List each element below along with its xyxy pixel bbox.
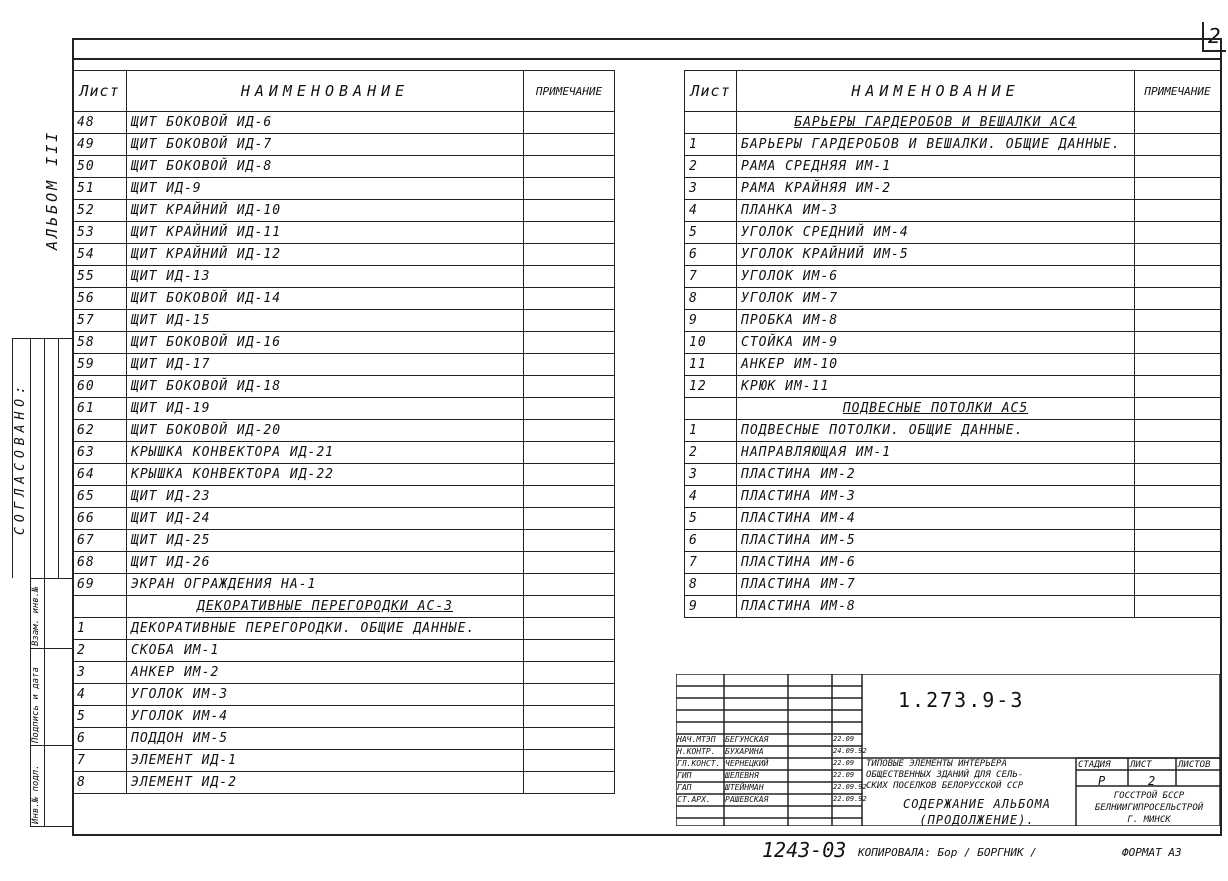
- left-contents-table: [72, 70, 615, 794]
- right-item-note: [1135, 596, 1221, 618]
- left-item-note: [524, 332, 615, 354]
- stamp-person-name: ЧЕРНЕЦКИЙ: [725, 759, 769, 768]
- left-row: [73, 684, 615, 706]
- page-number: 2: [1208, 24, 1221, 48]
- stamp-person-date: 22.09.92: [833, 783, 867, 791]
- right-item-note: [1135, 420, 1221, 442]
- right-row: [685, 552, 1221, 574]
- left-row: [73, 662, 615, 684]
- right-item-note: [1135, 200, 1221, 222]
- vzam-inv-label: Взам. инв.№: [31, 586, 41, 646]
- right-row: [685, 156, 1221, 178]
- left-item-note: [524, 530, 615, 552]
- left-item-name: ЩИТ БОКОВОЙ ИД-16: [127, 332, 524, 354]
- left-item-name: ЩИТ БОКОВОЙ ИД-18: [127, 376, 524, 398]
- left-item-note: [524, 618, 615, 640]
- left-item-name: ЩИТ ИД-9: [127, 178, 524, 200]
- right-sheet-number: 7: [685, 552, 737, 574]
- right-item-note: [1135, 266, 1221, 288]
- left-sheet-number: 50: [73, 156, 127, 178]
- stamp-person-name: РАШЕВСКАЯ: [725, 795, 769, 804]
- right-row: [685, 420, 1221, 442]
- right-row: [685, 596, 1221, 618]
- left-row: [73, 134, 615, 156]
- inventory-number: 1243-03: [762, 838, 847, 862]
- left-item-note: [524, 772, 615, 794]
- stamp-side-bottom: [30, 826, 72, 827]
- right-sheet-number: 6: [685, 530, 737, 552]
- right-item-note: [1135, 398, 1221, 420]
- right-sheet-number: 3: [685, 178, 737, 200]
- right-item-note: [1135, 112, 1221, 134]
- left-item-name: СКОБА ИМ-1: [127, 640, 524, 662]
- left-sheet-number: 56: [73, 288, 127, 310]
- sheets-label: ЛИСТОВ: [1178, 760, 1211, 770]
- right-item-note: [1135, 178, 1221, 200]
- left-item-note: [524, 376, 615, 398]
- left-row: [73, 354, 615, 376]
- right-row: [685, 134, 1221, 156]
- inv-podl-label: Инв.№ подл.: [31, 764, 41, 824]
- right-row: [685, 266, 1221, 288]
- left-row: [73, 310, 615, 332]
- left-row: [73, 486, 615, 508]
- stamp-person-name: БЕГУНСКАЯ: [725, 735, 769, 744]
- left-row: [73, 772, 615, 794]
- left-item-name: КРЫШКА КОНВЕКТОРА ИД-21: [127, 442, 524, 464]
- left-item-note: [524, 662, 615, 684]
- left-row: [73, 112, 615, 134]
- left-item-note: [524, 222, 615, 244]
- right-section-title: ПОДВЕСНЫЕ ПОТОЛКИ АС5: [737, 398, 1135, 420]
- org-line: ГОССТРОЙ БССР: [1113, 791, 1185, 801]
- left-row: [73, 530, 615, 552]
- left-item-name: ЩИТ КРАЙНИЙ ИД-12: [127, 244, 524, 266]
- frame-top-band: [72, 58, 1222, 60]
- right-sheet-number: 9: [685, 596, 737, 618]
- left-item-note: [524, 508, 615, 530]
- left-item-name: ЩИТ БОКОВОЙ ИД-7: [127, 134, 524, 156]
- right-item-name: КРЮК ИМ-11: [737, 376, 1135, 398]
- sheet-label: ЛИСТ: [1130, 760, 1152, 770]
- stage-value: Р: [1098, 774, 1106, 788]
- left-item-name: ЩИТ ИД-25: [127, 530, 524, 552]
- right-item-note: [1135, 332, 1221, 354]
- left-sheet-number: 5: [73, 706, 127, 728]
- right-row: [685, 530, 1221, 552]
- right-row: [685, 442, 1221, 464]
- left-sheet-number: 63: [73, 442, 127, 464]
- right-row: [685, 288, 1221, 310]
- right-item-name: ПЛАСТИНА ИМ-3: [737, 486, 1135, 508]
- right-item-name: УГОЛОК КРАЙНИЙ ИМ-5: [737, 244, 1135, 266]
- right-sheet-number: 2: [685, 442, 737, 464]
- left-item-name: ЩИТ ИД-15: [127, 310, 524, 332]
- right-item-note: [1135, 244, 1221, 266]
- left-row: [73, 156, 615, 178]
- right-item-name: НАПРАВЛЯЮЩАЯ ИМ-1: [737, 442, 1135, 464]
- left-sheet-number: 61: [73, 398, 127, 420]
- left-item-name: ЩИТ ИД-19: [127, 398, 524, 420]
- left-item-name: УГОЛОК ИМ-3: [127, 684, 524, 706]
- doc-title-line: СОДЕРЖАНИЕ АЛЬБОМА: [902, 797, 1052, 811]
- left-section-title: ДЕКОРАТИВНЫЕ ПЕРЕГОРОДКИ АС-3: [127, 596, 524, 618]
- right-sheet-number: 8: [685, 574, 737, 596]
- left-item-note: [524, 266, 615, 288]
- right-item-name: ПЛАСТИНА ИМ-4: [737, 508, 1135, 530]
- right-item-name: ПЛАСТИНА ИМ-8: [737, 596, 1135, 618]
- left-item-note: [524, 464, 615, 486]
- left-sheet-number: 65: [73, 486, 127, 508]
- left-sheet-number: 67: [73, 530, 127, 552]
- left-sheet-number: 64: [73, 464, 127, 486]
- left-item-note: [524, 750, 615, 772]
- stamp-person-date: 22.09: [833, 735, 855, 743]
- left-sheet-number: 6: [73, 728, 127, 750]
- left-row: [73, 728, 615, 750]
- right-item-note: [1135, 156, 1221, 178]
- stamp-person-role: Н.КОНТР.: [677, 747, 716, 756]
- left-row: [73, 750, 615, 772]
- right-item-name: РАМА СРЕДНЯЯ ИМ-1: [737, 156, 1135, 178]
- right-item-name: ПЛАСТИНА ИМ-2: [737, 464, 1135, 486]
- left-item-note: [524, 596, 615, 618]
- right-sheet-number: 5: [685, 222, 737, 244]
- right-item-name: ПЛАСТИНА ИМ-5: [737, 530, 1135, 552]
- right-sheet-number: 3: [685, 464, 737, 486]
- right-row: [685, 244, 1221, 266]
- soglas-col1: [30, 338, 31, 578]
- stamp-person-role: ГИП: [677, 771, 692, 780]
- right-sheet-number: 4: [685, 486, 737, 508]
- left-item-note: [524, 442, 615, 464]
- stamp-side-col2: [44, 578, 45, 826]
- left-item-note: [524, 640, 615, 662]
- stamp-person-name: ШЕЛЕВНЯ: [725, 771, 759, 780]
- right-item-name: УГОЛОК ИМ-7: [737, 288, 1135, 310]
- right-header-sheet: Лист: [685, 71, 737, 112]
- left-row: [73, 596, 615, 618]
- left-item-name: ЩИТ БОКОВОЙ ИД-14: [127, 288, 524, 310]
- album-label: АЛЬБОМ III: [43, 129, 61, 250]
- left-sheet-number: 59: [73, 354, 127, 376]
- left-item-note: [524, 398, 615, 420]
- right-row: [685, 486, 1221, 508]
- stamp-title-line: ОБЩЕСТВЕННЫХ ЗДАНИЙ ДЛЯ СЕЛЬ-: [866, 770, 1024, 780]
- left-item-name: ЩИТ БОКОВОЙ ИД-20: [127, 420, 524, 442]
- right-item-name: ПРОБКА ИМ-8: [737, 310, 1135, 332]
- right-row: [685, 398, 1221, 420]
- left-row: [73, 706, 615, 728]
- left-row: [73, 332, 615, 354]
- left-sheet-number: 8: [73, 772, 127, 794]
- format-label: ФОРМАТ А3: [1122, 846, 1182, 859]
- left-row: [73, 200, 615, 222]
- left-sheet-number: 7: [73, 750, 127, 772]
- left-item-name: ЩИТ ИД-13: [127, 266, 524, 288]
- right-row: [685, 376, 1221, 398]
- copied-by: КОПИРОВАЛА: Бор / БОРГНИК /: [858, 846, 1037, 859]
- right-item-name: ПЛАСТИНА ИМ-6: [737, 552, 1135, 574]
- left-row: [73, 420, 615, 442]
- right-table-header: [685, 71, 1221, 112]
- stamp-title-line: ТИПОВЫЕ ЭЛЕМЕНТЫ ИНТЕРЬЕРА: [866, 759, 1007, 769]
- right-sheet-number: 1: [685, 134, 737, 156]
- left-item-name: УГОЛОК ИМ-4: [127, 706, 524, 728]
- right-sheet-number: 4: [685, 200, 737, 222]
- left-sheet-number: 68: [73, 552, 127, 574]
- left-item-name: ЭЛЕМЕНТ ИД-2: [127, 772, 524, 794]
- left-row: [73, 464, 615, 486]
- left-item-name: АНКЕР ИМ-2: [127, 662, 524, 684]
- left-item-note: [524, 728, 615, 750]
- soglas-col3: [58, 338, 59, 578]
- stamp-title: [866, 759, 1023, 792]
- left-item-name: КРЫШКА КОНВЕКТОРА ИД-22: [127, 464, 524, 486]
- stamp-person-name: БУХАРИНА: [725, 747, 764, 756]
- soglas-col2: [44, 338, 45, 578]
- left-sheet-number: 54: [73, 244, 127, 266]
- stamp-side-top: [30, 578, 72, 579]
- left-item-note: [524, 574, 615, 596]
- left-item-note: [524, 156, 615, 178]
- soglas-top: [12, 338, 72, 339]
- stamp-side-sep2: [30, 745, 72, 746]
- left-sheet-number: 53: [73, 222, 127, 244]
- left-item-name: ЩИТ КРАЙНИЙ ИД-10: [127, 200, 524, 222]
- right-item-note: [1135, 464, 1221, 486]
- left-item-name: ЩИТ КРАЙНИЙ ИД-11: [127, 222, 524, 244]
- left-item-note: [524, 244, 615, 266]
- right-item-name: АНКЕР ИМ-10: [737, 354, 1135, 376]
- left-sheet-number: 66: [73, 508, 127, 530]
- left-item-note: [524, 684, 615, 706]
- right-row: [685, 178, 1221, 200]
- left-row: [73, 552, 615, 574]
- right-sheet-number: [685, 112, 737, 134]
- left-sheet-number: 48: [73, 112, 127, 134]
- right-sheet-number: 2: [685, 156, 737, 178]
- left-row: [73, 398, 615, 420]
- right-item-note: [1135, 222, 1221, 244]
- left-item-note: [524, 134, 615, 156]
- left-item-name: ЭЛЕМЕНТ ИД-1: [127, 750, 524, 772]
- right-item-note: [1135, 552, 1221, 574]
- right-item-name: УГОЛОК ИМ-6: [737, 266, 1135, 288]
- left-sheet-number: 49: [73, 134, 127, 156]
- right-sheet-number: 8: [685, 288, 737, 310]
- left-item-note: [524, 288, 615, 310]
- right-row: [685, 574, 1221, 596]
- left-sheet-number: 3: [73, 662, 127, 684]
- right-row: [685, 310, 1221, 332]
- doc-title-line: (ПРОДОЛЖЕНИЕ).: [919, 813, 1035, 827]
- right-sheet-number: 12: [685, 376, 737, 398]
- stamp-person-date: 24.09.92: [833, 747, 867, 755]
- left-item-name: ЩИТ ИД-17: [127, 354, 524, 376]
- left-item-name: ЩИТ БОКОВОЙ ИД-6: [127, 112, 524, 134]
- right-sheet-number: 1: [685, 420, 737, 442]
- right-item-note: [1135, 310, 1221, 332]
- stamp-person-date: 22.09.92: [833, 795, 867, 803]
- right-header-note: ПРИМЕЧАНИЕ: [1135, 71, 1221, 112]
- left-item-name: ЩИТ ИД-23: [127, 486, 524, 508]
- right-item-note: [1135, 486, 1221, 508]
- org-line: Г. МИНСК: [1127, 815, 1171, 825]
- left-header-name: НАИМЕНОВАНИЕ: [127, 71, 524, 112]
- left-sheet-number: [73, 596, 127, 618]
- left-sheet-number: 51: [73, 178, 127, 200]
- left-item-name: ДЕКОРАТИВНЫЕ ПЕРЕГОРОДКИ. ОБЩИЕ ДАННЫЕ.: [127, 618, 524, 640]
- left-row: [73, 640, 615, 662]
- right-row: [685, 200, 1221, 222]
- left-item-note: [524, 552, 615, 574]
- left-sheet-number: 57: [73, 310, 127, 332]
- left-item-name: ЩИТ ИД-24: [127, 508, 524, 530]
- right-item-note: [1135, 354, 1221, 376]
- left-sheet-number: 4: [73, 684, 127, 706]
- stamp-person-name: ШТЕЙНМАН: [725, 783, 764, 792]
- right-sheet-number: 10: [685, 332, 737, 354]
- right-row: [685, 112, 1221, 134]
- right-row: [685, 332, 1221, 354]
- right-sheet-number: 11: [685, 354, 737, 376]
- right-sheet-number: [685, 398, 737, 420]
- left-row: [73, 222, 615, 244]
- document-code: 1.273.9-3: [898, 688, 1025, 712]
- right-item-name: РАМА КРАЙНЯЯ ИМ-2: [737, 178, 1135, 200]
- right-item-note: [1135, 574, 1221, 596]
- left-item-note: [524, 420, 615, 442]
- left-sheet-number: 60: [73, 376, 127, 398]
- right-section-title: БАРЬЕРЫ ГАРДЕРОБОВ И ВЕШАЛКИ АС4: [737, 112, 1135, 134]
- left-sheet-number: 1: [73, 618, 127, 640]
- left-item-note: [524, 178, 615, 200]
- left-row: [73, 244, 615, 266]
- left-header-sheet: Лист: [73, 71, 127, 112]
- stage-label: СТАДИЯ: [1078, 760, 1111, 770]
- right-contents-table: [684, 70, 1221, 618]
- right-row: [685, 508, 1221, 530]
- left-row: [73, 178, 615, 200]
- left-sheet-number: 52: [73, 200, 127, 222]
- left-item-note: [524, 310, 615, 332]
- stamp-person-role: СТ.АРХ.: [677, 795, 711, 804]
- right-sheet-number: 6: [685, 244, 737, 266]
- right-row: [685, 354, 1221, 376]
- organization: [1078, 790, 1220, 826]
- right-row: [685, 464, 1221, 486]
- left-item-name: ЭКРАН ОГРАЖДЕНИЯ НА-1: [127, 574, 524, 596]
- left-row: [73, 508, 615, 530]
- left-sheet-number: 55: [73, 266, 127, 288]
- left-item-note: [524, 486, 615, 508]
- right-item-note: [1135, 376, 1221, 398]
- right-sheet-number: 9: [685, 310, 737, 332]
- left-sheet-number: 58: [73, 332, 127, 354]
- left-item-name: ПОДДОН ИМ-5: [127, 728, 524, 750]
- right-item-name: УГОЛОК СРЕДНИЙ ИМ-4: [737, 222, 1135, 244]
- right-item-note: [1135, 288, 1221, 310]
- stamp-person-role: НАЧ.МТЭП: [677, 735, 716, 744]
- stamp-side-sep1: [30, 648, 72, 649]
- left-item-note: [524, 200, 615, 222]
- stamp-person-role: ГАП: [677, 783, 692, 792]
- right-item-name: СТОЙКА ИМ-9: [737, 332, 1135, 354]
- left-sheet-number: 2: [73, 640, 127, 662]
- left-item-note: [524, 354, 615, 376]
- right-item-note: [1135, 508, 1221, 530]
- doc-title: [882, 796, 1072, 828]
- left-row: [73, 442, 615, 464]
- left-row: [73, 376, 615, 398]
- right-item-name: БАРЬЕРЫ ГАРДЕРОБОВ И ВЕШАЛКИ. ОБЩИЕ ДАННЫЕ.: [737, 134, 1135, 156]
- stamp-person-date: 22.09: [833, 759, 855, 767]
- left-sheet-number: 69: [73, 574, 127, 596]
- left-item-name: ЩИТ ИД-26: [127, 552, 524, 574]
- org-line: БЕЛНИИГИПРОСЕЛЬСТРОЙ: [1094, 803, 1204, 813]
- right-item-note: [1135, 134, 1221, 156]
- podpis-data-label: Подпись и дата: [31, 667, 41, 743]
- left-item-note: [524, 112, 615, 134]
- right-item-note: [1135, 442, 1221, 464]
- stamp-title-line: СКИХ ПОСЕЛКОВ БЕЛОРУССКОЙ ССР: [866, 781, 1024, 791]
- right-item-name: ПЛАНКА ИМ-3: [737, 200, 1135, 222]
- right-row: [685, 222, 1221, 244]
- right-item-note: [1135, 530, 1221, 552]
- left-header-note: ПРИМЕЧАНИЕ: [524, 71, 615, 112]
- left-row: [73, 266, 615, 288]
- right-sheet-number: 5: [685, 508, 737, 530]
- left-item-note: [524, 706, 615, 728]
- right-header-name: НАИМЕНОВАНИЕ: [737, 71, 1135, 112]
- stamp-person-role: ГЛ.КОНСТ.: [677, 759, 721, 768]
- left-item-name: ЩИТ БОКОВОЙ ИД-8: [127, 156, 524, 178]
- right-item-name: ПЛАСТИНА ИМ-7: [737, 574, 1135, 596]
- left-table-header: [73, 71, 615, 112]
- sheet-value: 2: [1148, 774, 1156, 788]
- right-item-name: ПОДВЕСНЫЕ ПОТОЛКИ. ОБЩИЕ ДАННЫЕ.: [737, 420, 1135, 442]
- stamp-person-date: 22.09: [833, 771, 855, 779]
- left-sheet-number: 62: [73, 420, 127, 442]
- left-row: [73, 574, 615, 596]
- left-row: [73, 618, 615, 640]
- left-row: [73, 288, 615, 310]
- soglasovano-label: СОГЛАСОВАНО:: [13, 381, 28, 535]
- right-sheet-number: 7: [685, 266, 737, 288]
